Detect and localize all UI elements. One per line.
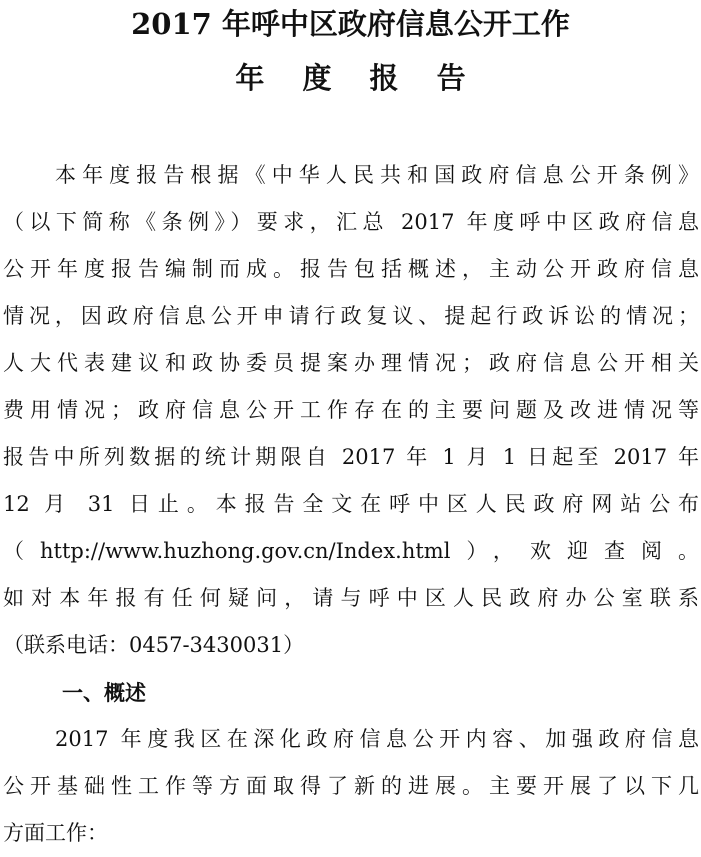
intro-line-4: 情况，因政府信息公开申请行政复议、提起行政诉讼的情况； (3, 304, 699, 328)
section-heading-overview: 一、概述 (62, 680, 146, 705)
intro-line-10: 如对本年报有任何疑问，请与呼中区人民政府办公室联系 (3, 586, 699, 610)
overview-line-1: 2017 年度我区在深化政府信息公开内容、加强政府信息 (55, 727, 699, 751)
intro-line-7: 报告中所列数据的统计期限自 2017 年 1 月 1 日起至 2017 年 (3, 445, 699, 469)
report-title-line-1: 2017 年呼中区政府信息公开工作 (131, 7, 570, 41)
overview-line-2: 公开基础性工作等方面取得了新的进展。主要开展了以下几 (3, 774, 699, 798)
intro-line-8: 12 月 31 日止。本报告全文在呼中区人民政府网站公布 (3, 492, 699, 516)
intro-line-5: 人大代表建议和政协委员提案办理情况；政府信息公开相关 (3, 351, 699, 375)
overview-line-3: 方面工作： (3, 821, 108, 845)
intro-line-9: （http://www.huzhong.gov.cn/Index.html），欢迎查阅。 (3, 539, 699, 563)
report-body (0, 152, 701, 857)
intro-line-1: 本年度报告根据《中华人民共和国政府信息公开条例》 (55, 163, 699, 187)
intro-line-2: （以下简称《条例》）要求，汇总 2017 年度呼中区政府信息 (3, 210, 699, 234)
intro-line-3: 公开年度报告编制而成。报告包括概述，主动公开政府信息 (3, 257, 699, 281)
report-title-line-2: 年 度 报 告 (235, 61, 480, 95)
intro-line-11: （联系电话：0457-3430031） (3, 633, 305, 657)
intro-line-6: 费用情况；政府信息公开工作存在的主要问题及改进情况等 (3, 398, 699, 422)
